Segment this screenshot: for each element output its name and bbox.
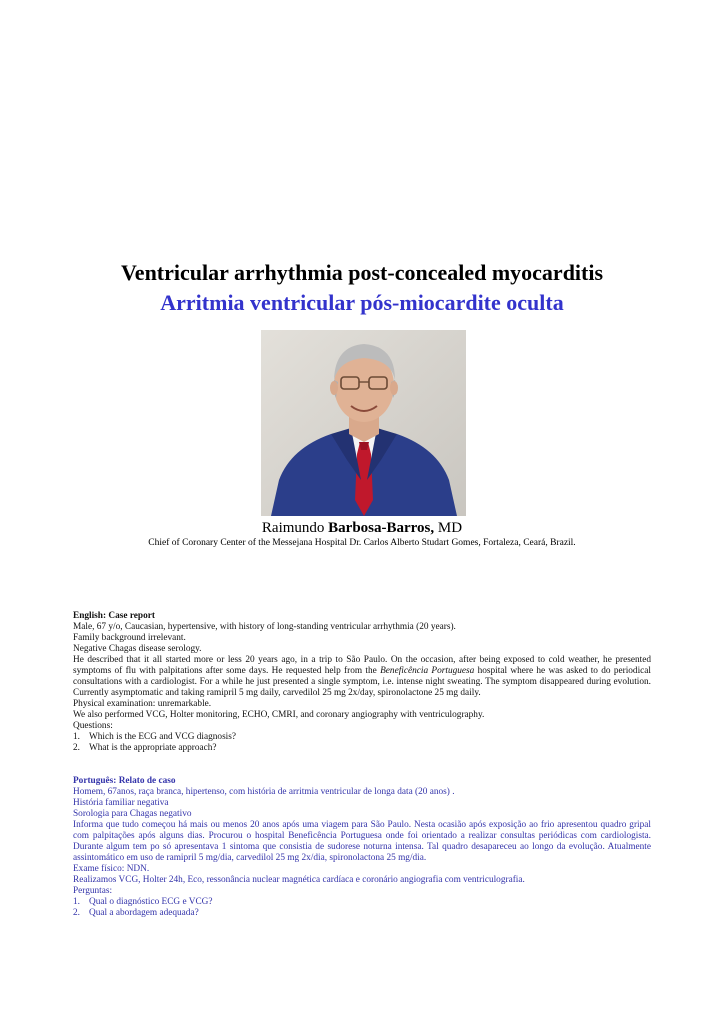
english-para-c: hospital where he was asked to do periodical consultations with a cardiologist. For a while he just presented a single symptom, i.e. intense night sweating. The symptom disappeared during evolution. Currently asymptomatic and taking ramipril 5 mg daily, carvedilol 25 mg 2x/day, spironolactone 25 mg daily. <box>73 666 651 698</box>
question-text: What is the appropriate approach? <box>89 743 217 753</box>
english-line-2: Family background irrelevant. <box>73 633 186 643</box>
portuguese-question-2 <box>73 908 651 919</box>
author-affiliation: Chief of Coronary Center of the Messejana Hospital Dr. Carlos Alberto Studart Gomes, Fortaleza, Ceará, Brazil. <box>148 538 576 548</box>
author-last-name: Barbosa-Barros, <box>328 520 435 536</box>
question-number: 1. <box>73 732 80 742</box>
portuguese-line-3: Sorologia para Chagas negativo <box>73 809 192 819</box>
english-history-paragraph <box>73 655 651 699</box>
author-degree: MD <box>437 520 463 536</box>
title-portuguese: Arritmia ventricular pós-miocardite oculta <box>160 290 564 315</box>
portuguese-question-1 <box>73 897 651 908</box>
author-portrait-illustration <box>261 330 466 516</box>
english-question-1 <box>73 732 651 743</box>
question-text: Which is the ECG and VCG diagnosis? <box>89 732 237 742</box>
english-heading: English: Case report <box>73 611 155 621</box>
english-line-3: Negative Chagas disease serology. <box>73 644 202 654</box>
portuguese-case-report <box>73 776 651 919</box>
english-line-4: Physical examination: unremarkable. <box>73 699 212 709</box>
question-number: 2. <box>73 908 80 918</box>
question-number: 2. <box>73 743 80 753</box>
english-questions-label: Questions: <box>73 721 113 731</box>
portuguese-line-5: Realizamos VCG, Holter 24h, Eco, ressonância nuclear magnética cardíaca e coronário angiografia com ventriculografia. <box>73 875 525 885</box>
english-question-2 <box>73 743 651 754</box>
title-english: Ventricular arrhythmia post-concealed myocarditis <box>120 260 604 285</box>
portuguese-questions-label: Perguntas: <box>73 886 113 896</box>
question-text: Qual o diagnóstico ECG e VCG? <box>89 897 213 907</box>
question-text: Qual a abordagem adequada? <box>89 908 199 918</box>
portuguese-line-2: História familiar negativa <box>73 798 169 808</box>
portuguese-heading: Português: Relato de caso <box>73 776 176 786</box>
english-line-5: We also performed VCG, Holter monitoring, ECHO, CMRI, and coronary angiography with ventriculography. <box>73 710 485 720</box>
author-photo <box>261 330 466 516</box>
english-para-a: He described that it all started more or less 20 years ago, in a trip to São Paulo. On the occasion, after being exposed to cold weather, he presented symptoms of flu with palpitations after some days. He requested help from the <box>73 655 651 676</box>
english-hospital-name: Beneficência Portuguesa <box>380 666 475 676</box>
author-name <box>0 519 724 537</box>
english-case-report <box>73 611 651 754</box>
portuguese-line-1: Homem, 67anos, raça branca, hipertenso, com história de arritmia ventricular de longa data (20 anos) . <box>73 787 455 797</box>
question-number: 1. <box>73 897 80 907</box>
portuguese-history-paragraph: Informa que tudo começou há mais ou menos 20 anos após uma viagem para São Paulo. Nesta ocasião após exposição ao frio apresentou quadro gripal com palpitações após alguns dias. Procurou o hospital Beneficência Portuguesa onde foi orientado a realizar consultas periódicas com cardiologista. Durante algum tem po só apresentava 1 sintoma que consistia de sudorese noturna intensa. Tal quadro desapareceu ao longo da evolução. Atualmente assintomático em uso de ramipril 5 mg/dia, carvedilol 25 mg 2x/dia, spironolactona 25 mg/dia. <box>73 820 651 863</box>
portuguese-line-4: Exame físico: NDN. <box>73 864 150 874</box>
author-first-name: Raimundo <box>261 520 325 536</box>
english-line-1: Male, 67 y/o, Caucasian, hypertensive, with history of long-standing ventricular arrhythmia (20 years). <box>73 622 456 632</box>
